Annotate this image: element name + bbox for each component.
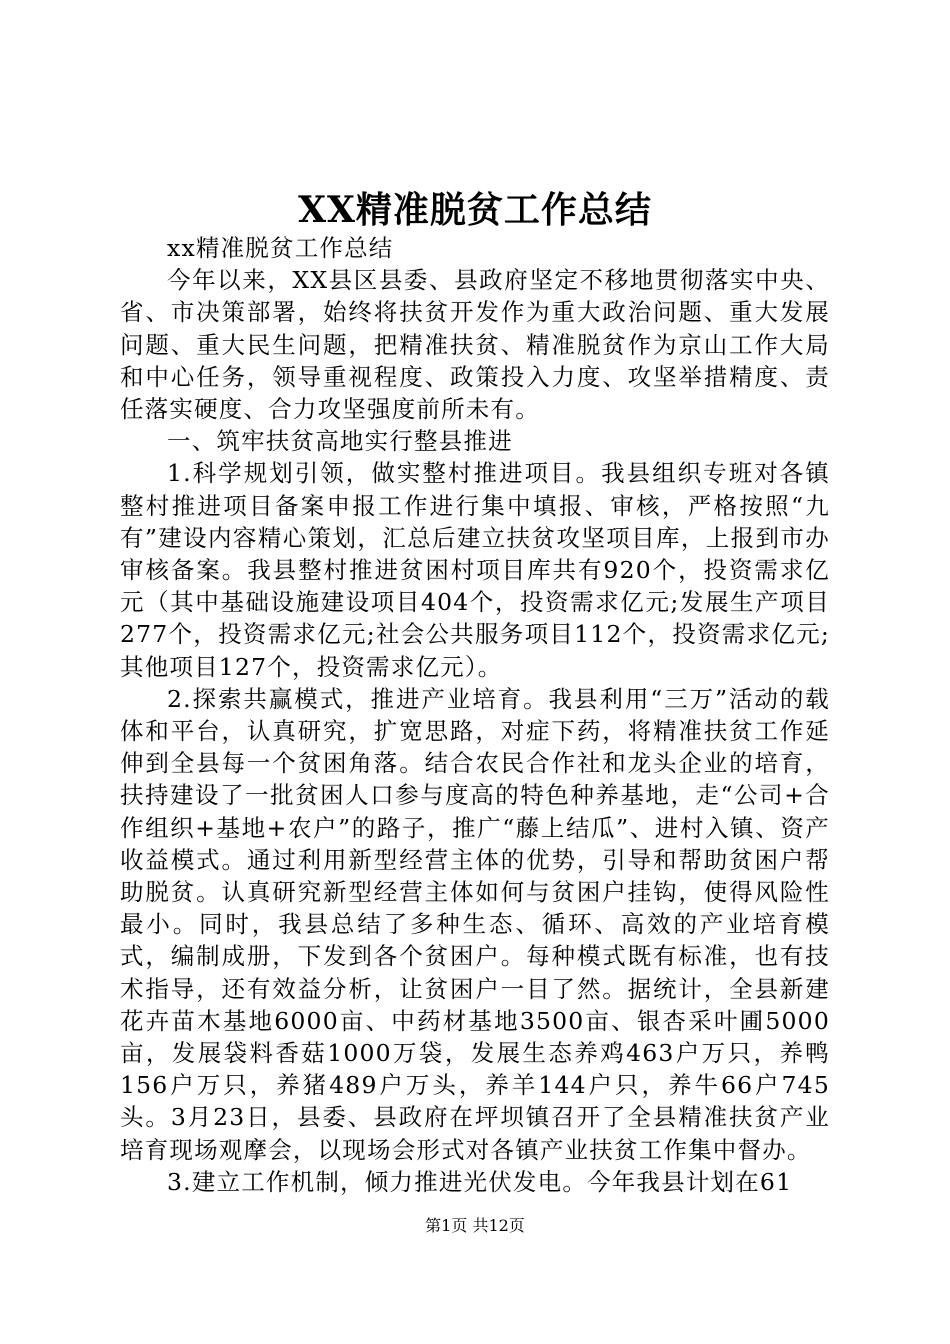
paragraph-item-2: 2.探索共赢模式，推进产业培育。我县利用“三万”活动的载体和平台，认真研究，扩宽思路，对症下药，将精准扶贫工作延伸到全县每一个贫困角落。结合农民合作社和龙头企业的培育，扶持建设了一批贫困人口参与度高的特色种养基地，走“公司+合作组织+基地+农户”的路子，推广“藤上结瓜”、进村入镇、资产收益模式。通过利用新型经营主体的优势，引导和帮助贫困户帮助脱贫。认真研究新型经营主体如何与贫困户挂钩，使得风险性最小。同时，我县总结了多种生态、循环、高效的产业培育模式，编制成册，下发到各个贫困户。每种模式既有标准，也有技术指导，还有效益分析，让贫困户一目了然。据统计，全县新建花卉苗木基地6000亩、中药材基地3500亩、银杏采叶圃5000亩，发展袋料香菇1000万袋，发展生态养鸡463户万只，养鸭156户万只，养猪489户万头，养羊144户只，养牛66户745头。3月23日，县委、县政府在坪坝镇召开了全县精准扶贫产业培育现场观摩会，以现场会形式对各镇产业扶贫工作集中督办。	[120, 684, 830, 1164]
document-body	[120, 232, 830, 1198]
intro-paragraph: 今年以来，XX县区县委、县政府坚定不移地贯彻落实中央、省、市决策部署，始终将扶贫开发作为重大政治问题、重大发展问题、重大民生问题，把精准扶贫、精准脱贫作为京山工作大局和中心任务，领导重视程度、政策投入力度、攻坚举措精度、责任落实硬度、合力攻坚强度前所未有。	[120, 266, 830, 424]
document-title: XX精准脱贫工作总结	[298, 189, 652, 231]
page-indicator: 第1页 共12页	[425, 1216, 525, 1235]
page-footer	[0, 1215, 950, 1237]
section-heading: 一、筑牢扶贫高地实行整县推进	[167, 427, 513, 456]
paragraph-item-1: 1.科学规划引领，做实整村推进项目。我县组织专班对各镇整村推进项目备案申报工作进行集中填报、审核，严格按照“九有”建设内容精心策划，汇总后建立扶贫攻坚项目库，上报到市办审核备案。我县整村推进贫困村项目库共有920个，投资需求亿元（其中基础设施建设项目404个，投资需求亿元;发展生产项目277个，投资需求亿元;社会公共服务项目112个，投资需求亿元;其他项目127个，投资需求亿元）。	[120, 459, 830, 681]
subtitle-paragraph: xx精准脱贫工作总结	[167, 234, 394, 262]
paragraph-item-3: 3.建立工作机制，倾力推进光伏发电。今年我县计划在61	[167, 1167, 793, 1196]
